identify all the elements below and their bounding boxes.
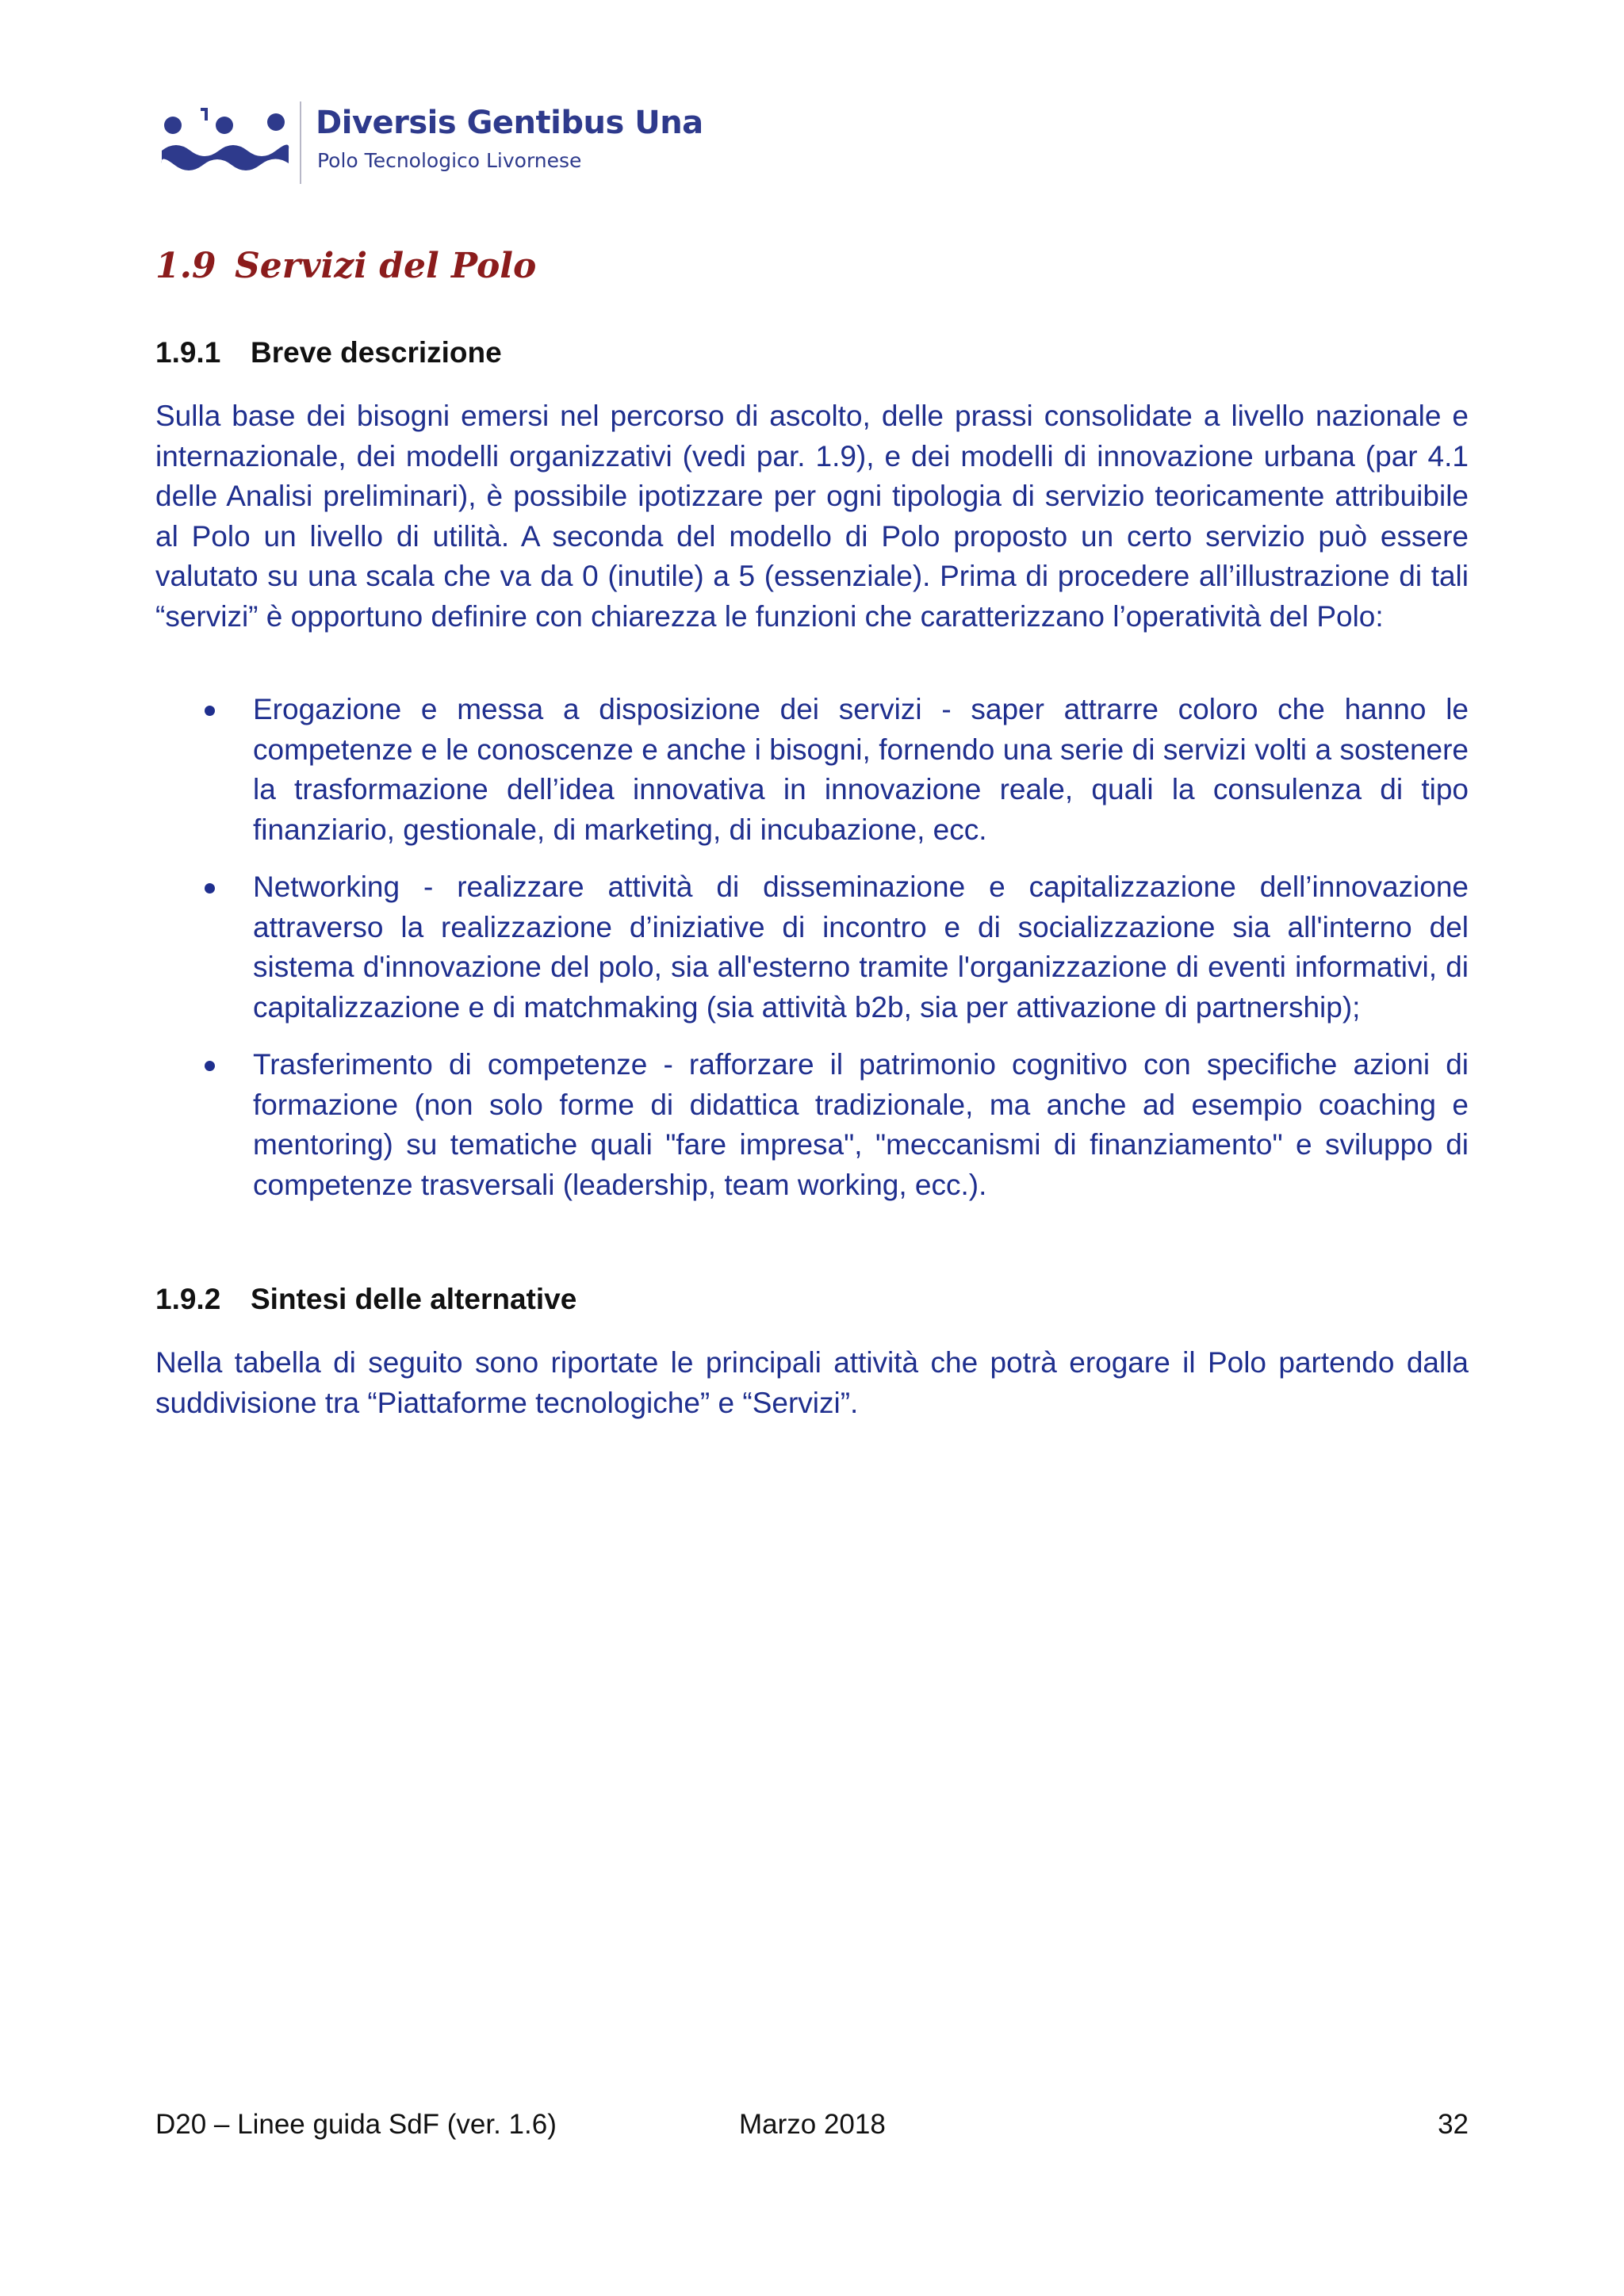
bullet-icon (205, 883, 215, 894)
section-number: 1.9 (155, 246, 216, 286)
header-logo (157, 100, 703, 187)
list-item (155, 867, 1469, 1027)
logo-title: Diversis Gentibus Una (316, 105, 703, 141)
logo-mark-icon (157, 100, 292, 187)
subsection-number-2: 1.9.2 (155, 1283, 221, 1315)
footer-document-title: D20 – Linee guida SdF (ver. 1.6) (155, 2109, 557, 2140)
subsection-number-1: 1.9.1 (155, 336, 221, 369)
functions-list (155, 690, 1469, 1223)
list-item (155, 1045, 1469, 1205)
list-item-text: Erogazione e messa a disposizione dei servizi - saper attrarre coloro che hanno le competenze e le conoscenze e anche i bisogni, fornendo una serie di servizi volti a sostenere la trasformazione dell’idea innovativa in innovazione reale, quali la consulenza di tipo finanziario, gestionale, di marketing, di incubazione, ecc. (253, 693, 1469, 846)
subsection-heading-1 (155, 336, 502, 369)
footer-date: Marzo 2018 (739, 2109, 886, 2140)
logo-divider (300, 101, 301, 184)
subsection-title-1: Breve descrizione (251, 336, 502, 369)
list-item-text: Trasferimento di competenze - rafforzare il patrimonio cognitivo con specifiche azioni di formazione (non solo forme di didattica tradizionale, ma anche ad esempio coaching e mentoring) su tematiche quali "fare impresa", "meccanismi di finanziamento" e sviluppo di competenze trasversali (leadership, team working, ecc.). (253, 1048, 1469, 1201)
bullet-icon (205, 1061, 215, 1071)
subsection-title-2: Sintesi delle alternative (251, 1283, 577, 1315)
bullet-icon (205, 706, 215, 716)
intro-paragraph: Sulla base dei bisogni emersi nel percorso di ascolto, delle prassi consolidate a livello nazionale e internazionale, dei modelli organizzativi (vedi par. 1.9), e dei modelli di innovazione urbana (par 4.1 delle Analisi preliminari), è possibile ipotizzare per ogni tipologia di servizio teoricamente attribuibile al Polo un livello di utilità. A seconda del modello di Polo proposto un certo servizio può essere valutato su una scala che va da 0 (inutile) a 5 (essenziale). Prima di procedere all’illustrazione di tali “servizi” è opportuno definire con chiarezza le funzioni che caratterizzano l’operatività del Polo: (155, 400, 1469, 633)
section-title: Servizi del Polo (235, 246, 537, 286)
section-heading (155, 246, 536, 286)
logo-subtitle: Polo Tecnologico Livornese (317, 149, 582, 172)
footer-page-number: 32 (1438, 2109, 1469, 2140)
summary-paragraph: Nella tabella di seguito sono riportate le principali attività che potrà erogare il Polo partendo dalla suddivisione tra “Piattaforme tecnologiche” e “Servizi”. (155, 1346, 1469, 1419)
subsection-heading-2 (155, 1283, 576, 1316)
list-item (155, 690, 1469, 850)
list-item-text: Networking - realizzare attività di disseminazione e capitalizzazione dell’innovazione attraverso la realizzazione d’iniziative di incontro e di socializzazione sia all'interno del sistema d'innovazione del polo, sia all'esterno tramite l'organizzazione di eventi informativi, di capitalizzazione e di matchmaking (sia attività b2b, sia per attivazione di partnership); (253, 871, 1469, 1024)
